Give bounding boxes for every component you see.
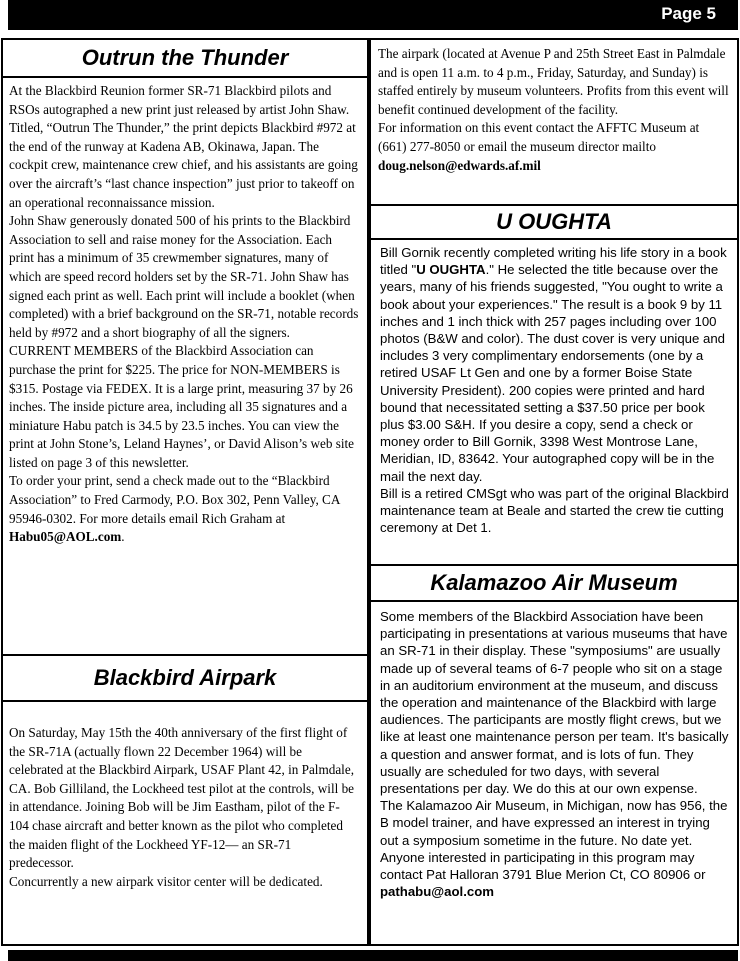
- kalamazoo-contact-text: The Kalamazoo Air Museum, in Michigan, now has 956, the B model trainer, and have expressed an interest in trying out a symposium sometime in the future. No date yet. Anyone interested in participating in this program may contact Pat Halloran 3791 Blue Merion Ct, CO 80906 or: [380, 798, 728, 883]
- airpark-paragraph-1: On Saturday, May 15th the 40th anniversary of the first flight of the SR-71A (actually flown 22 December 1964) will be celebrated at the Blackbird Airpark, USAF Plant 42, in Palmdale, CA. Bob Gilliland, the Lockheed test pilot at the controls, will be in attendance. Joining Bob will be Jim Eastham, pilot of the F-104 chase aircraft and better known as the pilot who completed the maiden flight of the Lockheed YF-12— an SR-71 predecessor.: [9, 725, 355, 871]
- outrun-paragraph-2: John Shaw generously donated 500 of his prints to the Blackbird Association to sell and raise money for the Association. Each print has a minimum of 35 crewmember signatures, many of which are speed record holders set by the SR-71. John Shaw has signed each print as well. Each print will include a booklet (when completed) with a brief background on the SR-71, notable records held by #972 and a short biography of all the signers.: [9, 213, 359, 340]
- airpark-continued: [369, 38, 739, 206]
- oughta-text-a: Bill Gornik recently completed writing his life story in a book titled ": [380, 245, 727, 278]
- outrun-paragraph-3: CURRENT MEMBERS of the Blackbird Association can purchase the print for $225. The price for NON-MEMBERS is $315. Postage via FEDEX. It is a large print, measuring 37 by 26 inches. The inside picture area, including all 35 signatures and a miniature Habu patch is 34.5 by 23.5 inches. You can view the print at John Stone’s, Leland Haynes’, or David Alison’s web site listed on page 3 of this newsletter.: [9, 343, 355, 470]
- airpark-contact-text: For information on this event contact the AFFTC Museum at (661) 277-8050 or email the museum director mailto: [378, 120, 700, 154]
- oughta-article: [369, 238, 739, 566]
- kalamazoo-email: pathabu@aol.com: [380, 884, 494, 900]
- oughta-title: U OUGHTA: [496, 209, 612, 234]
- airpark-title: Blackbird Airpark: [93, 665, 277, 690]
- oughta-book-title: U OUGHTA: [416, 262, 486, 278]
- outrun-title: Outrun the Thunder: [81, 45, 289, 70]
- airpark-cont-paragraph-2: [378, 119, 729, 175]
- oughta-paragraph-1: [380, 244, 729, 485]
- outrun-heading-box: [1, 38, 369, 78]
- page-header-bar: [8, 0, 738, 30]
- page-number: Page 5: [661, 4, 716, 23]
- kalamazoo-title: Kalamazoo Air Museum: [430, 570, 678, 595]
- oughta-heading-box: [369, 204, 739, 240]
- airpark-paragraph-2: Concurrently a new airpark visitor center will be dedicated.: [9, 873, 323, 889]
- outrun-paragraph-4: [9, 472, 359, 546]
- outrun-article: [1, 76, 369, 656]
- airpark-cont-paragraph-1: The airpark (located at Avenue P and 25th Street East in Palmdale and is open 11 a.m. to 4 p.m., Friday, Saturday, and Sunday) is staffed entirely by museum volunteers. Profits from this event will benefit continued development of the facility.: [378, 46, 729, 117]
- outrun-email: Habu05@AOL.com: [9, 529, 122, 545]
- outrun-order-text: To order your print, send a check made out to the “Blackbird Association” to Fred Carmody, P.O. Box 302, Penn Valley, CA 95946-0302. For more details email Rich Graham at: [9, 473, 340, 526]
- oughta-paragraph-2: Bill is a retired CMSgt who was part of the original Blackbird maintenance team at Beale and started the crew tie cutting ceremony at Det 1.: [380, 485, 729, 536]
- outrun-order-end: .: [121, 529, 125, 545]
- oughta-text-b: ." He selected the title because over the years, many of his friends suggested, "You ought to write a book about your experiences." The result is a book 9 by 11 inches and 1 inch thick with 257 pages including over 100 photos (B&W and color). The dust cover is very unique and includes 3 very complimentary endorsements (one by a retired USAF Lt Gen and one by a former Boise State University President). 200 copies were printed and hard bound that necessitated setting a $37.50 price per book plus $3.00 S&H. If you desire a copy, send a check or money order to Bill Gornik, 3398 West Montrose Lane, Meridian, ID, 83642. Your autographed copy will be in the mail the next day.: [380, 262, 726, 484]
- page-footer-bar: [8, 950, 738, 961]
- kalamazoo-paragraph-2: [380, 797, 729, 900]
- outrun-paragraph-1: At the Blackbird Reunion former SR-71 Blackbird pilots and RSOs autographed a new print just released by artist John Shaw. Titled, “Outrun The Thunder,” the print depicts Blackbird #972 at the end of the runway at Kadena AB, Okinawa, Japan. The cockpit crew, maintenance crew chief, and his assistants are going over the aircraft’s “last chance inspection” just prior to takeoff on an operational reconnaissance mission.: [9, 83, 358, 210]
- kalamazoo-article: [369, 600, 739, 946]
- kalamazoo-heading-box: [369, 564, 739, 602]
- kalamazoo-paragraph-1: Some members of the Blackbird Association have been participating in presentations at various museums that have an SR-71 in their display. These "symposiums" are usually made up of several teams of 6-7 people who sit on a stage in an auditorium environment at the museum, and discuss the operation and maintenance of the Blackbird with large audiences. The participants are mostly flight crews, but we like at least one maintenance person per team. It's basically a question and answer format, and is lots of fun. They usually are scheduled for two days, with several presentations per day. We do this at our own expense.: [380, 609, 729, 797]
- airpark-email: doug.nelson@edwards.af.mil: [378, 157, 541, 173]
- airpark-article: [1, 700, 369, 946]
- airpark-heading-box: [1, 654, 369, 702]
